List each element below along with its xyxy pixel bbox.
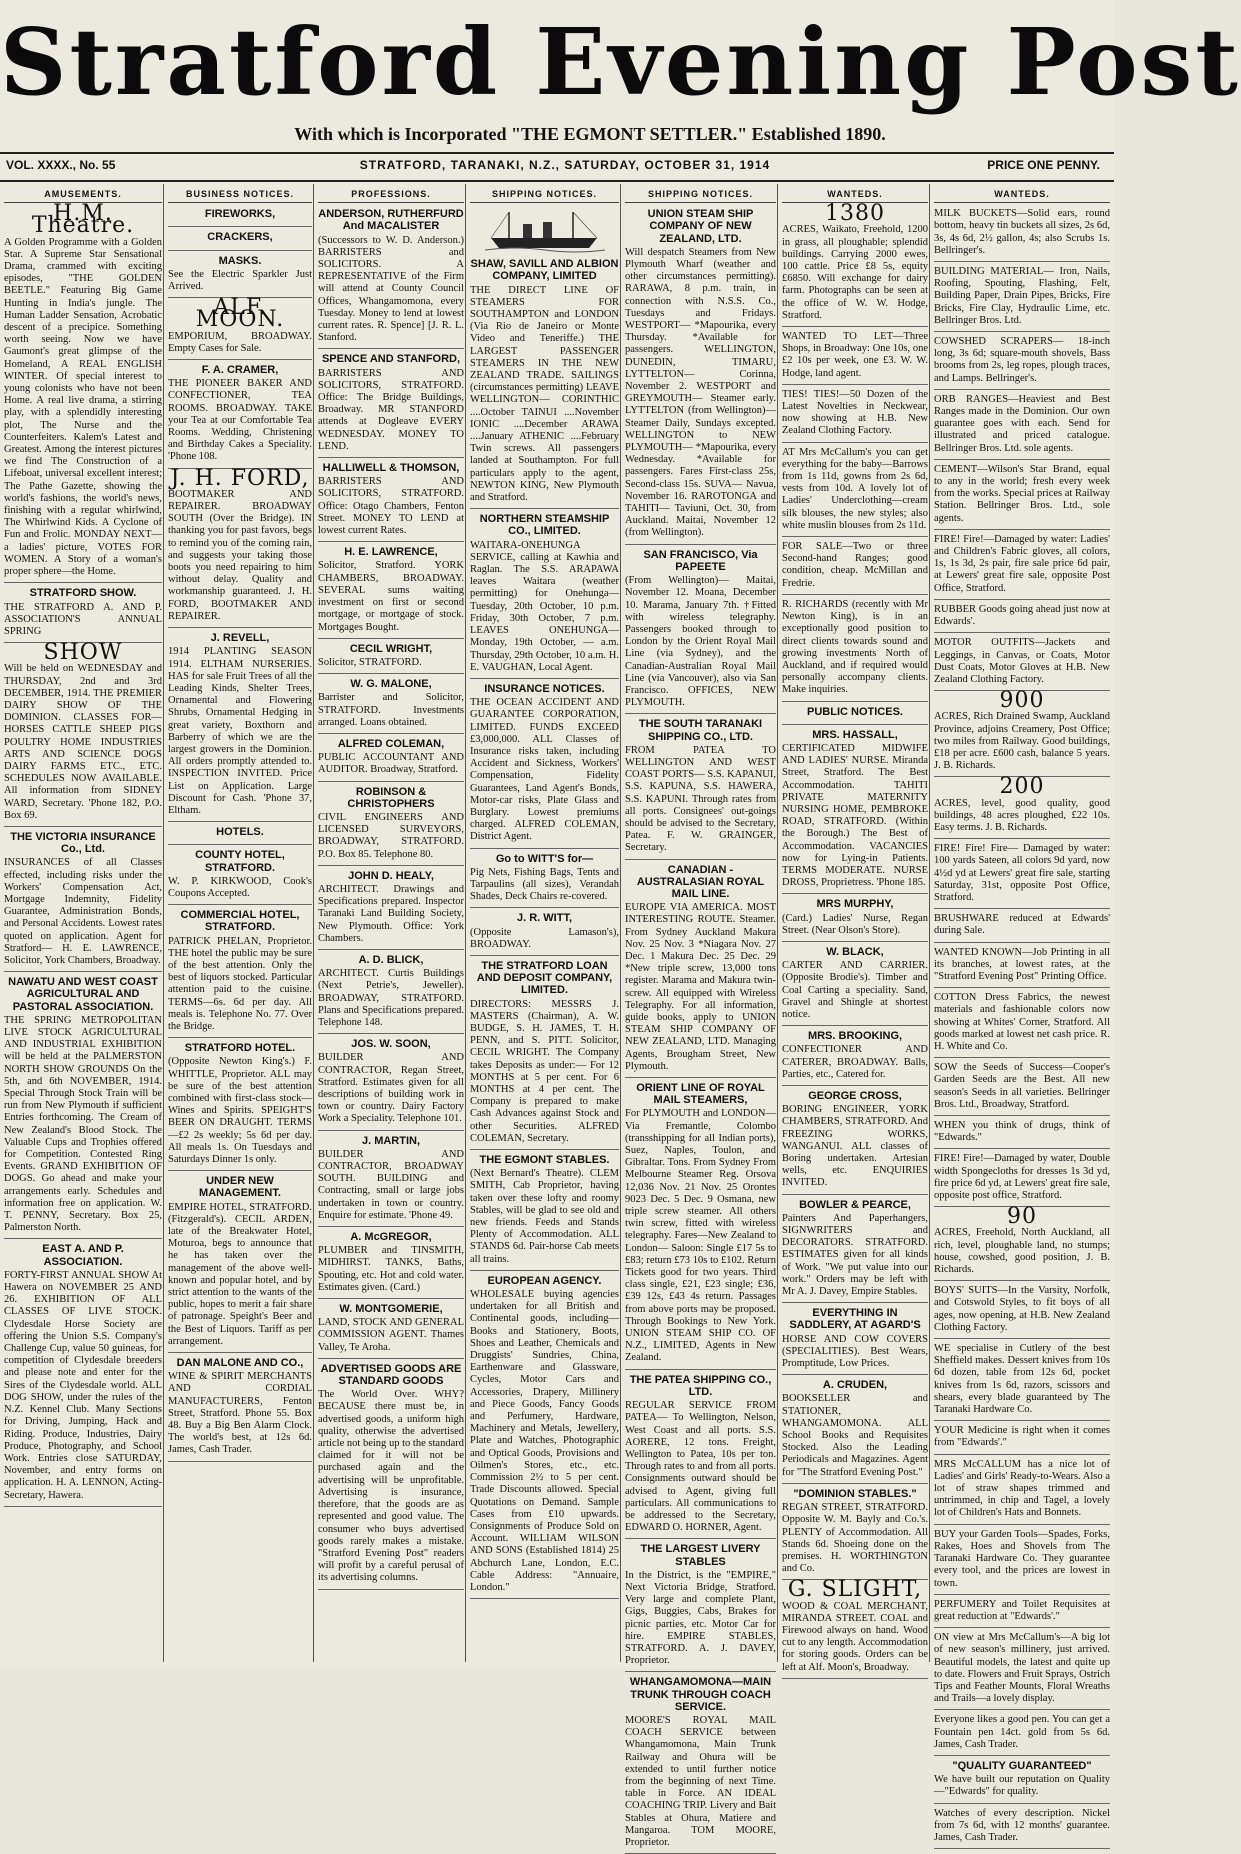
advertisement xyxy=(782,201,928,327)
advertisement xyxy=(168,1175,312,1353)
advertisement xyxy=(168,364,312,469)
advertisement-title: NAWATU AND WEST COAST AGRICULTURAL AND PASTORAL ASSOCIATION. xyxy=(8,976,158,1013)
advertisement-body: Painters And Paperhangers, SIGNWRITERS and DECORATORS. STRATFORD. ESTIMATES given for all kinds of Work. "We put value into our work." Orders may be left with Mr A. J. Davey, Empire Stables. xyxy=(782,1212,928,1298)
advertisement xyxy=(934,1529,1110,1595)
advertisement-title: J. R. WITT, xyxy=(517,912,572,925)
column-heading: WANTEDS. xyxy=(934,188,1110,203)
advertisement xyxy=(470,960,619,1150)
advertisement-title: MRS MURPHY, xyxy=(816,898,894,911)
advertisement-body: MRS McCALLUM has a nice lot of Ladies' and Girls' Ready-to-Wears. Also a lot of straw shapes trimmed and untrimmed, in chip and Tagel, a lovely lot of Children's Hats and Bonnets. xyxy=(934,1458,1110,1519)
advertisement-body: BOOTMAKER AND REPAIRER. BROADWAY SOUTH (Over the Bridge). IN thanking you for past favors, begs to remind you of the coming rain, and suggests your taking those boots you need repairing to him without delay. Quality and workmanship guaranteed. J. H. FORD, BOOTMAKER AND REPAIRER. xyxy=(168,488,312,622)
advertisement-title: MASKS. xyxy=(218,254,262,267)
advertisement xyxy=(625,549,776,715)
advertisement-title: G. SLIGHT, xyxy=(787,1577,923,1603)
advertisement-title: UNION STEAM SHIP COMPANY OF NEW ZEALAND, LTD. xyxy=(647,208,754,245)
advertisement-body: WINE & SPIRIT MERCHANTS AND CORDIAL MANUFACTURERS, Fenton Street, Stratford. Phone 55. Box 48. Buy a Big Ben Alarm Clock. The world's best, at 12s 6d. James, Cash Trader. xyxy=(168,1371,312,1456)
advertisement-title: W. BLACK, xyxy=(826,945,884,958)
advertisement xyxy=(318,1303,464,1359)
advertisement-title: DAN MALONE AND CO., xyxy=(176,1357,304,1370)
advertisement-body: Everyone likes a good pen. You can get a Fountain pen 14ct. gold from 5s 6d. James, Cash Trader. xyxy=(934,1714,1110,1750)
advertisement-title: H.M. Theatre. xyxy=(31,201,135,239)
column-3 xyxy=(318,188,464,1662)
advertisement-title: 900 xyxy=(999,688,1045,714)
advertisement-title: FIREWORKS, xyxy=(204,208,276,221)
advertisement-title: JOS. W. SOON, xyxy=(351,1038,431,1051)
column-rule xyxy=(465,184,466,1662)
advertisement-title: HALLIWELL & THOMSON, xyxy=(322,462,460,475)
advertisement-body: ON view at Mrs McCallum's—A big lot of new season's millinery, just arrived. Beautiful models, the latest and quite up to date. Flowers and Fruit Sprays, Ostrich Tips and Feather Mounts, Floral Wreaths and Trails—a lovely display. xyxy=(934,1632,1110,1705)
column-rule xyxy=(929,184,930,1662)
volume-number: VOL. XXXX., No. 55 xyxy=(6,158,116,172)
advertisement-body: THE OCEAN ACCIDENT AND GUARANTEE CORPORATION, LIMITED. FUNDS EXCEED £3,000,000. ALL Classes of Insurance risks taken, including Accident and Sickness, Workers' Compensation, Fidelity Guarantees, Land Agent's Bonds, Motor-car risks, Plate Glass and Burglary. Lowest premiums charged. ALFRED COLEMAN, District Agent. xyxy=(470,697,619,843)
advertisement xyxy=(318,1135,464,1227)
advertisement-body: FIRE! Fire! Fire— Damaged by water: 100 yards Sateen, all colors 9d yard, now 4½d yd at Lewers' great fire sale, starting Saturday, 31st, opposite Post Office, Stratford. xyxy=(934,843,1110,903)
advertisement-body: WHEN you think of drugs, think of "Edwards." xyxy=(934,1120,1110,1144)
advertisement xyxy=(4,640,162,827)
advertisement xyxy=(625,1676,776,1854)
advertisement xyxy=(934,266,1110,332)
advertisement-body: Solicitor, Stratford. YORK CHAMBERS, BROADWAY. SEVERAL sums waiting investment on first or second mortgage, or mortgage of stock. Mortgages Bought. xyxy=(318,560,464,633)
advertisement-body: WAITARA-ONEHUNGA SERVICE, calling at Kawhia and Raglan. The S.S. ARAPAWA leaves Waitara (weather permitting) for Onehunga— Tuesday, 20th October, 10 p.m. Friday, 30th October, 7 p.m. LEAVES ONEHUNGA— Monday, 19th October, — a.m. Thursday, 29th October, 10 a.m. H. E. VAUGHAN, Local Agent. xyxy=(470,539,619,673)
advertisement-body: THE DIRECT LINE OF STEAMERS FOR SOUTHAMPTON and LONDON (Via Rio de Janeiro or Monte Video and Teneriffe.) THE LARGEST PASSENGER STEAMERS IN THE NEW ZEALAND TRADE. SAILINGS (circumstances permitting) LEAVE WELLINGTON— CORINTHIC ....October TAINUI ....November IONIC ....December ARAWA ....January ATHENIC ....February Twin screws. All passengers landed at Southampton. For full particulars apply to the agent, NEWTON KING, New Plymouth and Stratford. xyxy=(470,284,619,504)
advertisement-title: "DOMINION STABLES." xyxy=(793,1487,917,1500)
advertisement xyxy=(782,1307,928,1375)
advertisement-body: BUY your Garden Tools—Spades, Forks, Rakes, Hoes and Shovels from The Taranaki Hardware Co. They guarantee every tool, and the prices are lowest in town. xyxy=(934,1528,1110,1589)
advertisement xyxy=(625,208,776,544)
advertisement xyxy=(168,1042,312,1171)
advertisement xyxy=(4,201,162,583)
advertisement xyxy=(625,1543,776,1672)
advertisement-title: NORTHERN STEAMSHIP CO., LIMITED. xyxy=(479,513,610,538)
advertisement-title: 200 xyxy=(999,774,1045,800)
advertisement xyxy=(318,546,464,638)
advertisement xyxy=(782,729,928,895)
advertisement-body: BUILDER AND CONTRACTOR, BROADWAY SOUTH. BUILDING and Contracting, small or large jobs undertaken in town or country. Enquire for estimate. 'Phone 49. xyxy=(318,1148,464,1221)
advertisement-body: THE PIONEER BAKER AND CONFECTIONER, TEA ROOMS. BROADWAY. TAKE your Tea at our Comfortable Tea Rooms. Wedding, Christening and Birthday Cakes a Speciality. 'Phone 108. xyxy=(168,378,312,463)
advertisement-body: AT Mrs McCallum's you can get everything for the baby—Barrows from 1s 11d, gowns from 2s 6d, vests from 10d. A lovely lot of Ladies' Underclothing—cream silk blouses, the new styles; also white muslin blouses from 2s 11d. xyxy=(782,446,928,531)
advertisement-title: THE STRATFORD LOAN AND DEPOSIT COMPANY, LIMITED. xyxy=(476,959,613,997)
advertisement-title: J. H. FORD, xyxy=(170,465,310,491)
advertisement-body: FORTY-FIRST ANNUAL SHOW At Hawera on NOVEMBER 25 AND 26. EXHIBITION OF ALL CLASSES OF LIVE STOCK. Clydesdale Horse Society are offering the Union S.S. Company's Challenge Cup, value 50 guineas, for competition of Clydesdale breeders and please note and enter for the Sires of the Clydesdale world. ALL DOG SHOW, under the rules of the N.Z. Kennel Club. Many Sections for Driving, Jumping, Hack and Riding. Produce, Industries, Dairy Produce, Photography, and School Work. Entries close SATURDAY, November, and entry forms on application. H. A. LENNON, Acting-Secretary, Hawera. xyxy=(4,1269,162,1501)
advertisement-body: BOYS' SUITS—In the Varsity, Norfolk, and Cotswold Styles, to fit boys of all ages, now opening, at H.B. New Zealand Clothing Factory. xyxy=(934,1285,1110,1333)
advertisement-body: LAND, STOCK AND GENERAL COMMISSION AGENT. Thames Valley, Te Aroha. xyxy=(318,1317,464,1353)
advertisement-body: Barrister and Solicitor, STRATFORD. Investments arranged. Loans obtained. xyxy=(318,692,464,728)
advertisement-body: COWSHED SCRAPERS— 18-inch long, 3s 6d; square-mouth shovels, Bass brooms from 2s, leg ropes, plough traces, and Lamps. Bellringer's. xyxy=(934,336,1110,384)
advertisement-body: THE SPRING METROPOLITAN LIVE STOCK AGRICULTURAL AND INDUSTRIAL EXHIBITION will be held at the PALMERSTON NORTH SHOW GROUNDS On the 5th, and 6th NOVEMBER, 1914. Special Through Stock Train will be run from New Plymouth if sufficient Entries forthcoming. The Cream of New Zealand's Blood Stock. The Valuable Cups and Trophies offered for Competition. Contested Ring Events. GRAND EXHIBITION OF DOGS. Go ahead and make your arrangements early. Schedules and information free on application. W. T. PENNY, Secretary. Box 25, Palmerston North. xyxy=(4,1014,162,1234)
advertisement-body: FROM PATEA TO WELLINGTON AND WEST COAST PORTS— S.S. KAPANUI, S.S. KAPUNA, S.S. HAWERA, S.S. KAPUNI. Through rates from all ports. Consignees' out-goings should be advised to the Secretary, Patea. F. W. GRAINGER, Secretary. xyxy=(625,744,776,854)
advertisement-body: ARCHITECT. Drawings and Specifications prepared. Inspector Taranaki Land Building Society, New Plymouth. Office: York Chambers. xyxy=(318,883,464,944)
advertisement-body: See the Electric Sparkler Just Arrived. xyxy=(168,268,312,293)
advertisement xyxy=(782,331,928,385)
advertisement xyxy=(782,1577,928,1678)
advertisement-body: EMPIRE HOTEL, STRATFORD. (Fitzgerald's). CECIL ARDEN, late of the Breakwater Hotel, Moturoa, begs to announce that he has taken over the management of the above well-known and popular hotel, and by strict attention to the wants of the public, hopes to merit a fair share of patronage. Speight's Beer and the Best of Liquors. Tariff as per arrangement. xyxy=(168,1201,312,1347)
advertisement xyxy=(168,849,312,905)
column-1 xyxy=(4,188,162,1662)
advertisement-body: (Opposite Lamason's), BROADWAY. xyxy=(470,926,619,950)
advertisement-body: CARTER AND CARRIER. (Opposite Brodie's). Timber and Coal Carting a speciality. Sand, Gravel and Shingle at shortest notice. xyxy=(782,960,928,1020)
advertisement-body: Pig Nets, Fishing Bags, Tents and Tarpaulins (all sizes), Verandah Shades, Deck Chairs re-covered. xyxy=(470,866,619,903)
advertisement-title: SHAW, SAVILL AND ALBION COMPANY, LIMITED xyxy=(470,258,619,283)
advertisement-title: SAN FRANCISCO, Via PAPEETE xyxy=(643,548,758,573)
advertisement-body: REGAN STREET, STRATFORD. Opposite W. M. Bayly and Co.'s. PLENTY of Accommodation. All Stands 6d. Shoeing done on the premises. H. WORTHINGTON and Co. xyxy=(782,1502,928,1575)
advertisement xyxy=(782,1030,928,1086)
advertisement xyxy=(318,738,464,782)
advertisement-body: BOOKSELLER and STATIONER, WHANGAMOMONA. ALL School Books and Requisites Stocked. Also the Leading Periodicals and Magazines. Agent for "The Stratford Evening Post." xyxy=(782,1393,928,1478)
advertisement xyxy=(470,513,619,679)
advertisement xyxy=(782,599,928,702)
advertisement xyxy=(625,718,776,859)
advertisement-body: ACRES, level, good quality, good buildings, 48 acres ploughed, £22 10s. Easy terms. J. B. Richards. xyxy=(934,797,1110,833)
advertisement xyxy=(470,853,619,909)
advertisement-title: JOHN D. HEALY, xyxy=(348,869,434,882)
column-heading: PROFESSIONS. xyxy=(318,188,464,203)
advertisement-body: WHOLESALE buying agencies undertaken for all British and Continental goods, including— Books and Stationery, Boots, Shoes and Leather, Chemicals and Druggists' Sundries, China, Earthenware and Glassware, Cycles, Motor Cars and Accessories, Drapery, Millinery and Piece Goods, Fancy Goods and Perfumery, Hardware, Machinery and Metals, Jewellery, Plate and Watches, Photographic and Optical Goods, Provisions and Oilmen's Stores, etc., etc. Commission 2½ to 5 per cent. Trade Discounts allowed. Special Quotations on Demand. Sample Cases from £10 upwards. Consignments of Produce Sold on Account. WILLIAM WILSON AND SONS (Established 1814) 25 Abchurch Lane, London, E.C. Cable Address: "Annuaire, London." xyxy=(470,1289,619,1593)
column-rule xyxy=(163,184,164,1662)
advertisement xyxy=(782,541,928,595)
advertisement xyxy=(4,976,162,1239)
advertisement xyxy=(470,912,619,956)
advertisement-title: J. REVELL, xyxy=(210,632,270,645)
advertisement-title: CECIL WRIGHT, xyxy=(349,642,433,655)
advertisement-body: Will despatch Steamers from New Plymouth Wharf (weather and other circumstances permitting). RARAWA, 8 p.m. train, in connection with N.S.S. Co., Tuesdays and Fridays. WESTPORT— *Mapourika, every Thursday. *Available for passengers. WELLINGTON, DUNEDIN, TIMARU, LYTTELTON— Corinna, November 2. WESTPORT and GREYMOUTH— Steamer early. LYTTELTON (from Wellington)— Steamer Daily, Sundays excepted. WELLINGTON to NEW PLYMOUTH— *Mapourika, every Wednesday. *Available for passengers. Fares First-class 25s, Second-class 15s. SUVA— Navua, November 16. RAROTONGA and TAHITI— Taviuni, Oct. 30, from Auckland. Maitai, November 12 (from Wellington). xyxy=(625,246,776,539)
advertisement-body: ACRES, Rich Drained Swamp, Auckland Province, adjoins Creamery, Post Office; two miles from Railway. Good buildings, £18 per acre. £600 cash, balance 5 years. J. B. Richards. xyxy=(934,711,1110,772)
advertisement-title: Go to WITT'S for— xyxy=(495,852,594,865)
advertisement-body: (Next Bernard's Theatre). CLEM SMITH, Cab Proprietor, having taken over these lofty and roomy Stables, will be glad to see old and new friends. Feeds and Stands Plenty of Accommodation. ALL STANDS 6d. Pair-horse Cab meets all trains. xyxy=(470,1168,619,1265)
advertisement xyxy=(934,947,1110,989)
advertisement-body: WANTED TO LET—Three Shops, in Broadway: One 10s, one £2 10s per week, one £3. W. W. Hodge, land agent. xyxy=(782,331,928,379)
advertisement-title: COMMERCIAL HOTEL, STRATFORD. xyxy=(180,909,300,934)
advertisement-title: 90 xyxy=(1007,1204,1037,1230)
advertisement-body: BUILDER AND CONTRACTOR, Regan Street, Stratford. Estimates given for all descriptions of building work in town or country. Dairy Factory Work a Speciality. Telephone 101. xyxy=(318,1052,464,1125)
advertisement-body: WOOD & COAL MERCHANT, MIRANDA STREET. COAL and Firewood always on hand. Wood cut to any length. Accommodation for storing goods. Orders can be left at Alf. Moon's, Broadway. xyxy=(782,1600,928,1673)
advertisement-title: MRS. HASSALL, xyxy=(812,728,898,741)
advertisement xyxy=(318,678,464,734)
advertisement xyxy=(934,1062,1110,1116)
advertisement xyxy=(782,447,928,537)
advertisement xyxy=(934,843,1110,909)
advertisement-title: SPENCE AND STANFORD, xyxy=(321,353,461,366)
masthead-title: Stratford Evening Post xyxy=(0,8,1241,116)
advertisement-body: R. RICHARDS (recently with Mr Newton King), is in an exceptionally good position to direct clients towards sound and growing investments North of Auckland, and if required would personally accompany clients. Make inquiries. xyxy=(782,598,928,696)
advertisement xyxy=(168,208,312,227)
advertisement-body: ARCHITECT. Curtis Buildings (Next Petrie's, Jeweller). BROADWAY, STRATFORD. Plans and Specifications prepared. Telephone 148. xyxy=(318,968,464,1028)
advertisement-title: A. CRUDEN, xyxy=(822,1379,888,1392)
advertisement xyxy=(934,774,1110,839)
advertisement xyxy=(4,1243,162,1506)
advertisement-body: PLUMBER and TINSMITH, MIDHIRST. TANKS, Baths, Spouting, etc. Hot and cold water. Estimates given. (Card.) xyxy=(318,1245,464,1293)
advertisement xyxy=(934,464,1110,530)
advertisement-body: ORB RANGES—Heaviest and Best Ranges made in the Dominion. Our own guarantee goes with each. Send for illustrated and priced catalogue. Bellringer Bros. Ltd. sole agents. xyxy=(934,393,1110,454)
advertisement xyxy=(782,1090,928,1195)
advertisement-body: We have built our reputation on Quality—"Edwards" for quality. xyxy=(934,1774,1110,1798)
advertisement-title: A. McGREGOR, xyxy=(350,1231,432,1244)
advertisement xyxy=(934,992,1110,1058)
advertisement xyxy=(318,462,464,542)
advertisement xyxy=(470,258,619,509)
advertisement-body: PUBLIC ACCOUNTANT AND AUDITOR. Broadway, Stratford. xyxy=(318,752,464,776)
advertisement-title: ANDERSON, RUTHERFURD And MACALISTER xyxy=(318,208,464,233)
advertisement-title: UNDER NEW MANAGEMENT. xyxy=(199,1175,281,1200)
advertisement-body: FIRE! Fire!—Damaged by water, Double width Spongecloths for dresses 1s 3d yd, fire price 6d yd, at Lewers' great fire sale, opposite post office, Stratford. xyxy=(934,1153,1110,1202)
advertisement xyxy=(168,909,312,1038)
advertisement-body: MOORE'S ROYAL MAIL COACH SERVICE between Whangamomona, Main Trunk Railway and Ohura will be extended to until further notice from the beginning of next Time. table in Force. AN IDEAL COACHING TRIP. Livery and Bait Stables at Ohura, Matiere and Mangaroa. TOM MOORE, Proprietor. xyxy=(625,1714,776,1848)
advertisement xyxy=(782,1379,928,1484)
advertisement xyxy=(934,1285,1110,1339)
advertisement-body: COTTON Dress Fabrics, the newest materials and fashionable colors now showing at Whites' Corner, Stratford. All goods marked at lowest net cash price. R. H. White and Co. xyxy=(934,992,1110,1052)
dateline-bar xyxy=(0,152,1114,182)
advertisement xyxy=(625,864,776,1078)
advertisement xyxy=(782,898,928,942)
advertisement xyxy=(934,913,1110,942)
advertisement xyxy=(168,255,312,299)
advertisement xyxy=(470,683,619,849)
advertisement-title: ALFRED COLEMAN, xyxy=(337,737,445,750)
column-heading: BUSINESS NOTICES. xyxy=(168,188,312,203)
advertisement xyxy=(168,632,312,822)
advertisement-body: DIRECTORS: MESSRS J. MASTERS (Chairman), A. W. BUDGE, S. H. JAMES, T. H. PENN, and S. PITT. Solicitor, CECIL WRIGHT. The Company takes Deposits as under:— For 12 MONTHS at 5 per cent. For 6 MONTHS at 4 per cent. The Company is prepared to make Cash Advances against Stock and other Securities. ALFRED COLEMAN, Secretary. xyxy=(470,998,619,1144)
advertisement xyxy=(782,1488,928,1580)
advertisement-body: RUBBER Goods going ahead just now at Edwards'. xyxy=(934,603,1110,628)
advertisement-title: HOTELS. xyxy=(216,826,264,839)
advertisement-body: WE specialise in Cutlery of the best Sheffield makes. Dessert knives from 10s 6d dozen, table from 12s 6d, pocket knives from 1s 6d, razors, scissors and shears, every blade guaranteed by The Taranaki Hardware Co. xyxy=(934,1343,1110,1416)
advertisement xyxy=(934,688,1110,777)
advertisement xyxy=(934,1120,1110,1149)
advertisement xyxy=(4,587,162,643)
advertisement xyxy=(934,394,1110,460)
advertisement xyxy=(318,353,464,458)
column-heading: AMUSEMENTS. xyxy=(4,188,162,203)
advertisement xyxy=(168,231,312,250)
column-rule xyxy=(620,184,621,1662)
advertisement xyxy=(318,1231,464,1299)
advertisement-body: EMPORIUM, BROADWAY. Empty Cases for Sale. xyxy=(168,330,312,354)
advertisement xyxy=(782,389,928,443)
advertisement xyxy=(934,1808,1110,1850)
advertisement-title: THE SOUTH TARANAKI SHIPPING CO., LTD. xyxy=(638,718,763,743)
advertisement xyxy=(782,946,928,1026)
price: PRICE ONE PENNY. xyxy=(987,158,1100,172)
advertisement xyxy=(934,1204,1110,1281)
advertisement-body: (Opposite Newton King's.) F. WHITTLE, Proprietor. ALL may be sure of the best attention combined with first-class stock—Wines and Spirits. SPEIGHT'S BEER ON DRAUGHT. TERMS—£2 2s weekly; 5s 6d per day. All meals 1s. On Tuesdays and Saturdays Dinner 1s only. xyxy=(168,1056,312,1166)
column-heading: SHIPPING NOTICES. xyxy=(470,188,619,203)
advertisement-title: BOWLER & PEARCE, xyxy=(799,1198,911,1211)
advertisement xyxy=(934,1760,1110,1804)
column-6 xyxy=(782,188,928,1673)
advertisement-title: CANADIAN - AUSTRALASIAN ROYAL MAIL LINE. xyxy=(636,863,765,900)
advertisement-title: H. E. LAWRENCE, xyxy=(344,546,438,559)
advertisement-title: EUROPEAN AGENCY. xyxy=(487,1274,602,1287)
advertisement-title: 1380 xyxy=(825,201,885,227)
advertisement-title: WHANGAMOMONA—MAIN TRUNK THROUGH COACH SERVICE. xyxy=(629,1676,772,1713)
advertisement-body: BORING ENGINEER, YORK CHAMBERS, STRATFORD. And FREEZING WORKS, WANGANUI. ALL classes of Boring undertaken. Artesian wells, etc. ENQUIRIES INVITED. xyxy=(782,1104,928,1189)
advertisement xyxy=(934,208,1110,262)
advertisement-body: Will be held on WEDNESDAY and THURSDAY, 2nd and 3rd DECEMBER, 1914. THE PREMIER DAIRY SHOW OF THE DOMINION. CLASSES FOR— HORSES CATTLE SHEEP PIGS POULTRY HOME INDUSTRIES ARTS AND SCIENCE DOGS DAIRY FARMS ETC., ETC. SCHEDULES NOW AVAILABLE. All information from SIDNEY WARD, Secretary. 'Phone 182, P.O. Box 69. xyxy=(4,663,162,821)
advertisement xyxy=(318,1363,464,1590)
column-7 xyxy=(934,188,1110,1843)
advertisement-body: SOW the Seeds of Success—Cooper's Garden Seeds are the Best. All new season's Seeds in all varieties. Bellringer Bros. Ltd., Broadway, Stratford. xyxy=(934,1062,1110,1110)
advertisement-title: STRATFORD HOTEL. xyxy=(184,1042,296,1055)
advertisement-title: EVERYTHING IN SADDLERY, AT AGARD'S xyxy=(789,1307,921,1332)
advertisement-title: CRACKERS, xyxy=(207,231,273,244)
advertisement-body: (Successors to W. D. Anderson.) BARRISTERS and SOLICITORS. A REPRESENTATIVE of the Firm will attend at County Council Offices, Whangamomona, every Tuesday. Money to lend at lowest current rates. R. Spence] [J. R. L. Stanford. xyxy=(318,234,464,344)
advertisement-body: (From Wellington)— Maitai, November 12. Moana, December 10. Marama, January 7th. †Fitted with wireless telegraphy. Passengers booked through to London by the Orient Royal Mail Line (via Sydney), and the Canadian-Australian Royal Mail Line (via Vancouver), also via San Francisco. OFFICES, NEW PLYMOUTH. xyxy=(625,575,776,709)
advertisement-title: COUNTY HOTEL, STRATFORD. xyxy=(195,849,285,874)
advertisement-body: ACRES, Freehold, North Auckland, all rich, level, ploughable land, no stumps; house, cowshed, good position, J. B. Richards. xyxy=(934,1227,1110,1276)
advertisement-title: ROBINSON & CHRISTOPHERS xyxy=(347,785,435,810)
advertisement-body: YOUR Medicine is right when it comes from "Edwards'." xyxy=(934,1425,1110,1449)
column-4 xyxy=(470,188,619,1662)
advertisement xyxy=(782,706,928,725)
advertisement xyxy=(168,826,312,845)
advertisement xyxy=(934,604,1110,633)
steamship-illustration xyxy=(485,208,605,252)
advertisement-title: THE LARGEST LIVERY STABLES xyxy=(640,1543,761,1568)
advertisement-body: TIES! TIES!—50 Dozen of the Latest Novelties in Neckwear, now showing at H.B. New Zealand Clothing Factory. xyxy=(782,388,928,437)
advertisement xyxy=(625,1374,776,1540)
advertisement-title: ADVERTISED GOODS ARE STANDARD GOODS xyxy=(320,1362,462,1388)
advertisement xyxy=(318,870,464,950)
advertisement-body: BARRISTERS AND SOLICITORS, STRATFORD. Office: Otago Chambers, Fenton Street. MONEY TO LEND at lowest current Rates. xyxy=(318,476,464,537)
advertisement xyxy=(934,1343,1110,1421)
advertisement-title: J. MARTIN, xyxy=(361,1134,421,1147)
advertisement-title: PUBLIC NOTICES. xyxy=(807,705,903,718)
advertisement-body: (Card.) Ladies' Nurse, Regan Street. (Near Olson's Store). xyxy=(782,912,928,936)
advertisement-title: THE EGMONT STABLES. xyxy=(479,1154,610,1167)
advertisement xyxy=(934,1459,1110,1525)
advertisement-title: GEORGE CROSS, xyxy=(808,1090,902,1102)
advertisement-body: W. P. KIRKWOOD, Cook's Coupons Accepted. xyxy=(168,875,312,899)
advertisement-title: SHOW xyxy=(43,640,123,666)
advertisement-body: A Golden Programme with a Golden Star. A Supreme Star Sensational Drama, crammed with exciting episodes, "THE GOLDEN BEETLE." Featuring Big Game Hunting in India's jungle. The Human Ladder Sensation, Acrobatic descent of a precipice. Something worth seeing. Now we have Gaumont's great glimpse of the Homeland, A REAL ENGLISH WINTER. Of special interest to young colonists who have not been Home. A real live drama, a stirring play, with a splendidly interesting plot, The Nurse and the Counterfeiters. Kalem's Latest and Greatest. Among the interest pictures we find The Construction of a Lifeboat, universal excellent interest; The Pathe Gazette, showing the world's fashions, the world's news, finishing with a regular whirlwind, The Whirlwind Kids. A Cyclone of Fun and Frolic. MONDAY NEXT—a ladies' picture, VOTES FOR WOMEN. A Story of a woman's proper sphere—the Home. xyxy=(4,236,162,578)
advertisement-title: "QUALITY GUARANTEED" xyxy=(952,1759,1092,1772)
column-heading: SHIPPING NOTICES. xyxy=(625,188,776,203)
advertisement-body: MOTOR OUTFITS—Jackets and Leggings, in Canvas, or Coats, Motor Dust Coats, Motor Gloves at H.B. New Zealand Clothing Factory. xyxy=(934,637,1110,685)
advertisement-title: STRATFORD SHOW. xyxy=(29,587,137,600)
advertisement xyxy=(168,295,312,360)
advertisement-title: THE PATEA SHIPPING CO., LTD. xyxy=(629,1373,772,1398)
advertisement xyxy=(470,1275,619,1599)
advertisement-body: The World Over. WHY? BECAUSE there must be, in advertised goods, a uniform high quality, otherwise the advertised article not being up to the standard claimed for it will not be purchased again and the advertising will be unprofitable. Advertising is insurance, therefore, that the goods are as represented and good value. The consumer who buys advertised goods rarely makes a mistake. "Stratford Evening Post" readers will profit by a careful perusal of its advertising columns. xyxy=(318,1389,464,1584)
advertisement xyxy=(782,1199,928,1304)
column-rule xyxy=(313,184,314,1662)
advertisement-body: EUROPE VIA AMERICA. MOST INTERESTING ROUTE. Steamer. From Sydney Auckland Makura Nov. 25 Nov. 3 *Niagara Nov. 27 Dec. 1 Makura Dec. 25 Dec. 29 *New triple screw, 13,000 tons register. Marama and Makura twin-screw. All equipped with Wireless Telegraphy. For all information, guide books, apply to UNION STEAM SHIP COMPANY OF NEW ZEALAND, LTD. Managing Agents, Brougham Street, New Plymouth. xyxy=(625,902,776,1072)
column-5 xyxy=(625,188,776,1848)
advertisement xyxy=(934,637,1110,691)
advertisement-body: BUILDING MATERIAL— Iron, Nails, Roofing, Spouting, Flashing, Felt, Building Paper, Drain Pipes, Bricks, Fire Bricks, Fire Clay, Hydraulic Lime, etc. Bellringer Bros. Ltd. xyxy=(934,266,1110,326)
column-2 xyxy=(168,188,312,1662)
advertisement xyxy=(318,643,464,674)
advertisement-title: ALF. MOON. xyxy=(195,295,285,333)
advertisement-body: CONFECTIONER AND CATERER, BROADWAY. Balls, Parties, etc., Catered for. xyxy=(782,1044,928,1080)
advertisement-body: FOR SALE—Two or three Second-hand Ranges; good condition, cheap. McMillan and Fredrie. xyxy=(782,541,928,589)
advertisement-body: 1914 PLANTING SEASON 1914. ELTHAM NURSERIES. HAS for sale Fruit Trees of all the Leading Kinds, Shelter Trees, Ornamental and Flowering Shrubs, Ornamental Hedging in great variety, Boxthorn and Barberry of which we are the largest growers in the Dominion. All orders promptly attended to. INSPECTION INVITED. Price List on Application. Large Discount for Cash. 'Phone 37, Eltham. xyxy=(168,646,312,816)
advertisement xyxy=(934,1632,1110,1710)
advertisement-title: F. A. CRAMER, xyxy=(201,364,279,377)
advertisement xyxy=(318,786,464,866)
advertisement-body: WANTED KNOWN—Job Printing in all its branches, at lowest rates, at the "Stratford Evening Post" Printing Office. xyxy=(934,946,1110,982)
advertisement-body: CEMENT—Wilson's Star Brand, equal to any in the world; fresh every week from the works. Special prices at Railway Station. Bellringer Bros. Ltd., sole agents. xyxy=(934,463,1110,524)
advertisement xyxy=(934,1425,1110,1454)
advertisement-body: CERTIFICATED MIDWIFE AND LADIES' NURSE. Miranda Street, Stratford. The Best Accommodation. TAHITI PRIVATE MATERNITY NURSING HOME, PEMBROKE ROAD, STRATFORD. (Within the Borough.) The Best of Accommodation. VACANCIES now for Lying-in Patients. TERMS MODERATE. NURSE DROSS, Proprietress. 'Phone 185. xyxy=(782,742,928,889)
advertisement-body: FIRE! Fire!—Damaged by water: Ladies' and Children's Fabric gloves, all colors, 1s, 1s 3d, 2s pair, fire sale price 6d pair, at Lewers' great fire sale, opposite Post Office, Stratford. xyxy=(934,533,1110,594)
advertisement xyxy=(168,1357,312,1462)
advertisement-body: MILK BUCKETS—Solid ears, round bottom, heavy tin buckets all sizes, 2s 6d, 3s, 4s 6d, 2½ gallon, 4s; also Scrubs 1s. Bellringer's. xyxy=(934,208,1110,256)
advertisement xyxy=(318,208,464,349)
advertisement xyxy=(470,1154,619,1271)
advertisement-title: THE VICTORIA INSURANCE Co., Ltd. xyxy=(10,830,156,856)
advertisement xyxy=(934,1714,1110,1756)
advertisement xyxy=(934,336,1110,390)
advertisement-title: W. MONTGOMERIE, xyxy=(339,1303,443,1316)
advertisement-body: ACRES, Waikato, Freehold, 1200 in grass, all ploughable; splendid buildings. Carrying 2000 ewes, 100 cattle. Price £8 5s, equity £6850. Will exchange for dairy farm. Photographs can be seen at the office of W. W. Hodge, Stratford. xyxy=(782,224,928,321)
column-heading: WANTEDS. xyxy=(782,188,928,203)
advertisement-title: MRS. BROOKING, xyxy=(807,1030,903,1043)
advertisement-body: PERFUMERY and Toilet Requisites at great reduction at "Edwards'." xyxy=(934,1598,1110,1622)
advertisement-body: For PLYMOUTH and LONDON— Via Fremantle, Colombo (transshipping for all Indian ports), Suez, Naples, Toulon, and Gibraltar. Tons. From Sydney From Melbourne Steamer Reg. Orsova 12,036 Nov. 21 Nov. 25 Orontes 9023 Dec. 5 Dec. 9 Osmana, new triple screw steamer. All others twin screw, fitted with wireless telegraphy. Fares—New Zealand to London— Saloon: Single £17 5s to £83; return £73 10s to £102. Return Tickets good for two years. Third class single, £21, £23 single; £36, £39 12s, £43 4s return. Passages from above ports may be proposed. Through Bookings to New York. UNION STEAM SHIP CO. OF N.Z., LIMITED, Agents in New Zealand. xyxy=(625,1108,776,1364)
dateline: STRATFORD, TARANAKI, N.Z., SATURDAY, OCTOBER 31, 1914 xyxy=(359,158,771,172)
advertisement xyxy=(318,1038,464,1130)
column-rule xyxy=(777,184,778,1662)
advertisement-body: BRUSHWARE reduced at Edwards' during Sale. xyxy=(934,913,1110,937)
advertisement xyxy=(934,1153,1110,1207)
advertisement-title: A. D. BLICK, xyxy=(358,953,424,966)
advertisement-body: Watches of every description. Nickel from 7s 6d, with 12 months' guarantee. James, Cash Trader. xyxy=(934,1807,1110,1843)
advertisement xyxy=(168,465,312,628)
advertisement-title: ORIENT LINE OF ROYAL MAIL STEAMERS, xyxy=(636,1082,765,1107)
advertisement-title: W. G. MALONE, xyxy=(350,678,432,691)
advertisement-body: PATRICK PHELAN, Proprietor. THE hotel the public may be sure of the best attention. Only the best of liquors stocked. Particular attention paid to the cuisine. TERMS—6s. 6d per day. All meals is. Telephone No. 77. Over the Bridge. xyxy=(168,935,312,1032)
advertisement xyxy=(934,534,1110,600)
advertisement-title: INSURANCE NOTICES. xyxy=(484,682,605,695)
advertisement-body: INSURANCES of all Classes effected, including risks under the Workers' Compensation Act, Mortgage Indemnity, Fidelity Guarantee, Administration Bonds, and Personal Accidents. Lowest rates quoted on application. Agent for Stratford— H. E. LAWRENCE, Solicitor, York Chambers, Broadway. xyxy=(4,857,162,966)
advertisement xyxy=(934,1599,1110,1628)
advertisement-body: CIVIL ENGINEERS AND LICENSED SURVEYORS, BROADWAY, STRATFORD. P.O. Box 85. Telephone 80. xyxy=(318,811,464,860)
advertisement-body: BARRISTERS AND SOLICITORS, STRATFORD. Office: The Bridge Buildings, Broadway. MR STANFORD attends at Dogleave EVERY WEDNESDAY. MONEY TO LEND. xyxy=(318,367,464,452)
advertisement-body: HORSE AND COW COVERS (SPECIALITIES). Best Wears, Promptitude, Low Prices. xyxy=(782,1333,928,1370)
advertisement-body: REGULAR SERVICE FROM PATEA— To Wellington, Nelson, West Coast and all ports. S.S. AORERE, 12 tons. Freight, Wellington to Patea, 10s per ton. Through rates to and from all ports. Consignments outward should be advised to Agent, giving full particulars. All communications to be addressed to the Secretary, EDWARD O. HORNER, Agent. xyxy=(625,1400,776,1534)
advertisement-body: In the District, is the "EMPIRE," Next Victoria Bridge, Stratford. Very large and complete Plant, Gigs, Buggies, Cabs, Brakes for picnic parties, etc. Motor Car for hire. EMPIRE STABLES, STRATFORD. A. J. DAVEY, Proprietor. xyxy=(625,1569,776,1667)
advertisement-body: Solicitor, STRATFORD. xyxy=(318,656,422,668)
masthead-incorporated: With which is Incorporated "THE EGMONT SETTLER." Established 1890. xyxy=(294,124,886,144)
advertisement xyxy=(4,831,162,972)
advertisement-title: EAST A. AND P. ASSOCIATION. xyxy=(42,1243,124,1268)
advertisement xyxy=(625,1082,776,1370)
advertisement-body: THE STRATFORD A. AND P. ASSOCIATION'S ANNUAL SPRING xyxy=(4,601,162,637)
advertisement xyxy=(318,954,464,1034)
